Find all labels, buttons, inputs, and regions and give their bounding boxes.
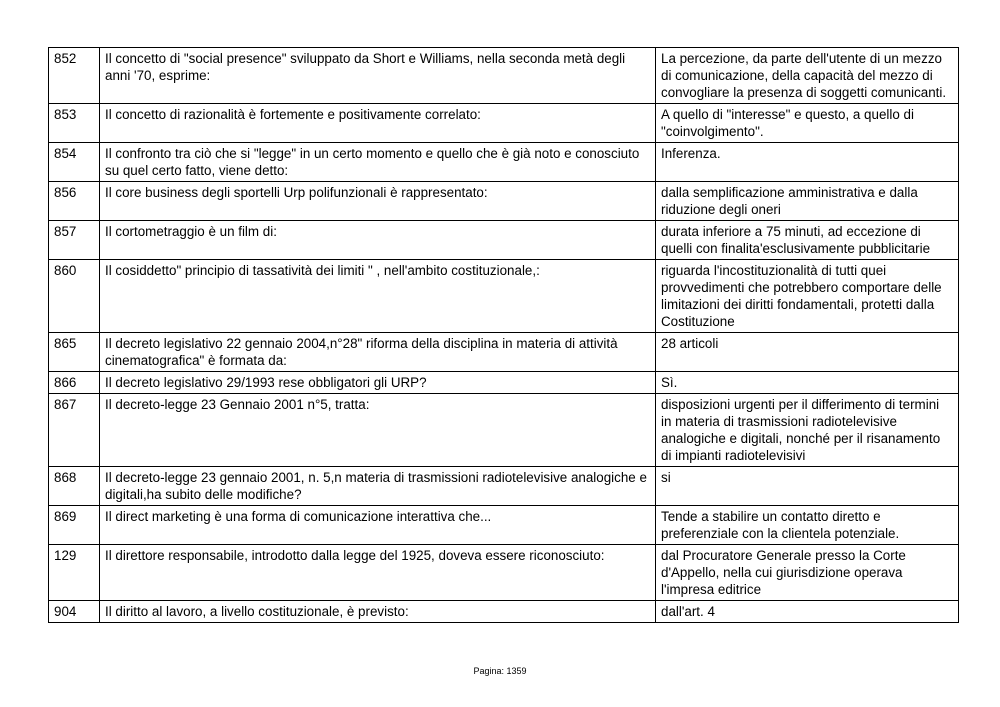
answer-cell: Inferenza. — [656, 143, 959, 182]
row-number: 904 — [49, 601, 100, 623]
answer-cell: disposizioni urgenti per il differimento di termini in materia di trasmissioni radiotelevisive analogiche e digitali, nonché per il risanamento di impianti radiotelevisivi — [656, 394, 959, 467]
table-row — [49, 260, 959, 333]
row-number: 853 — [49, 104, 100, 143]
question-cell: Il concetto di razionalità è fortemente e positivamente correlato: — [100, 104, 656, 143]
question-cell: Il decreto legislativo 29/1993 rese obbligatori gli URP? — [100, 372, 656, 394]
question-cell: Il decreto-legge 23 gennaio 2001, n. 5,n materia di trasmissioni radiotelevisive analogiche e digitali,ha subito delle modifiche? — [100, 467, 656, 506]
question-cell: Il concetto di "social presence" sviluppato da Short e Williams, nella seconda metà degli anni '70, esprime: — [100, 48, 656, 104]
question-cell: Il cosiddetto" principio di tassatività dei limiti " , nell'ambito costituzionale,: — [100, 260, 656, 333]
question-cell: Il decreto-legge 23 Gennaio 2001 n°5, tratta: — [100, 394, 656, 467]
table-row — [49, 506, 959, 545]
question-cell: Il diritto al lavoro, a livello costituzionale, è previsto: — [100, 601, 656, 623]
answer-cell: riguarda l'incostituzionalità di tutti quei provvedimenti che potrebbero comportare delle limitazioni dei diritti fondamentali, protetti dalla Costituzione — [656, 260, 959, 333]
answer-cell: Tende a stabilire un contatto diretto e preferenziale con la clientela potenziale. — [656, 506, 959, 545]
row-number: 860 — [49, 260, 100, 333]
question-cell: Il core business degli sportelli Urp polifunzionali è rappresentato: — [100, 182, 656, 221]
answer-cell: si — [656, 467, 959, 506]
table-row — [49, 394, 959, 467]
question-cell: Il direct marketing è una forma di comunicazione interattiva che... — [100, 506, 656, 545]
table-row — [49, 48, 959, 104]
answer-cell: durata inferiore a 75 minuti, ad eccezione di quelli con finalita'esclusivamente pubblicitarie — [656, 221, 959, 260]
question-cell: Il cortometraggio è un film di: — [100, 221, 656, 260]
answer-cell: dall'art. 4 — [656, 601, 959, 623]
table-row — [49, 601, 959, 623]
answer-cell: A quello di "interesse" e questo, a quello di "coinvolgimento". — [656, 104, 959, 143]
table-row — [49, 221, 959, 260]
table-row — [49, 467, 959, 506]
answer-cell: Sì. — [656, 372, 959, 394]
table-row — [49, 104, 959, 143]
answer-cell: dalla semplificazione amministrativa e dalla riduzione degli oneri — [656, 182, 959, 221]
row-number: 852 — [49, 48, 100, 104]
question-cell: Il direttore responsabile, introdotto dalla legge del 1925, doveva essere riconosciuto: — [100, 545, 656, 601]
row-number: 856 — [49, 182, 100, 221]
table-row — [49, 545, 959, 601]
table-row — [49, 333, 959, 372]
row-number: 868 — [49, 467, 100, 506]
answer-cell: La percezione, da parte dell'utente di un mezzo di comunicazione, della capacità del mezzo di convogliare la presenza di soggetti comunicanti. — [656, 48, 959, 104]
question-cell: Il decreto legislativo 22 gennaio 2004,n°28" riforma della disciplina in materia di attività cinematografica" è formata da: — [100, 333, 656, 372]
row-number: 869 — [49, 506, 100, 545]
page-number: Pagina: 1359 — [473, 666, 527, 676]
answer-cell: dal Procuratore Generale presso la Corte d'Appello, nella cui giurisdizione operava l'impresa editrice — [656, 545, 959, 601]
row-number: 866 — [49, 372, 100, 394]
table-row — [49, 372, 959, 394]
row-number: 865 — [49, 333, 100, 372]
row-number: 857 — [49, 221, 100, 260]
row-number: 867 — [49, 394, 100, 467]
question-cell: Il confronto tra ciò che si "legge" in un certo momento e quello che è già noto e conosciuto su quel certo fatto, viene detto: — [100, 143, 656, 182]
row-number: 129 — [49, 545, 100, 601]
answer-cell: 28 articoli — [656, 333, 959, 372]
table-row — [49, 182, 959, 221]
table-row — [49, 143, 959, 182]
qa-table — [48, 47, 959, 623]
row-number: 854 — [49, 143, 100, 182]
